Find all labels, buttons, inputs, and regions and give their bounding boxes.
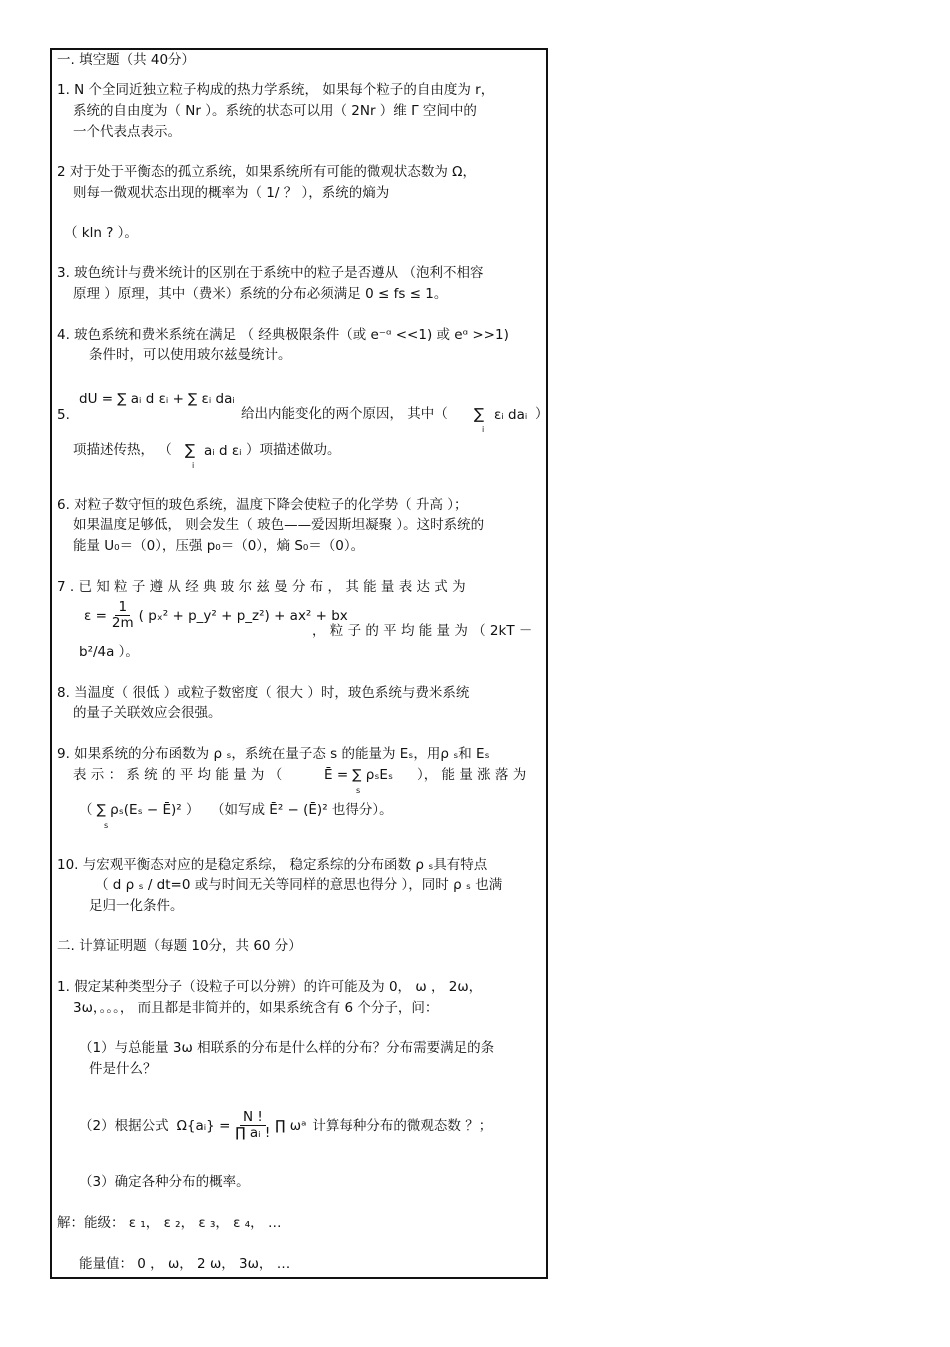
- p1-sub2-frac-den: ∏ aᵢ !: [235, 1125, 271, 1141]
- q6-line2: 如果温度足够低， 则会发生（ 玻色——爱因斯坦凝聚 ）。这时系统的: [73, 517, 485, 533]
- p1-sub2-lhs: Ω{aᵢ} =: [176, 1117, 231, 1134]
- q5-sum-sign: ∑: [474, 405, 485, 423]
- q7-frac-den: 2m: [111, 615, 134, 631]
- q1-line1: 1. N 个全同近独立粒子构成的热力学系统， 如果每个粒子的自由度为 r，: [57, 82, 495, 98]
- q7-formula-rest: ( pₓ² + p_y² + p_z²) + ax² + bx: [138, 607, 348, 624]
- q7-frac-num: 1: [115, 600, 130, 616]
- q9-line2-b: ）， 能 量 涨 落 为: [417, 767, 527, 783]
- q7-line3: b²/4a ）。: [79, 644, 139, 660]
- q8-line1: 8. 当温度（ 很低 ）或粒子数密度（ 很大 ）时，玻色系统与费米系统: [57, 685, 470, 701]
- q4-line2: 条件时，可以使用玻尔兹曼统计。: [89, 347, 292, 363]
- q1-line2: 系统的自由度为（ Nr ）。系统的状态可以用（ 2Nr ）维 Γ 空间中的: [73, 103, 477, 119]
- q9-line1: 9. 如果系统的分布函数为 ρ ₛ，系统在量子态 s 的能量为 Eₛ，用ρ ₛ和 Eₛ: [57, 746, 490, 762]
- q5-line3-a: 项描述传热， （: [73, 442, 172, 458]
- p1-sub2-text-a: （2）根据公式: [79, 1117, 169, 1134]
- q5-close: ）: [535, 406, 549, 422]
- p1-sub2-fraction: [232, 1110, 273, 1141]
- q3-line1: 3. 玻色统计与费米统计的区别在于系统中的粒子是否遵从 （泡利不相容: [57, 265, 484, 281]
- q2-line1: 2 对于处于平衡态的孤立系统，如果系统所有可能的微观状态数为 Ω，: [57, 164, 476, 180]
- q7-fraction: [109, 600, 137, 631]
- q7-energy-formula: [84, 600, 348, 631]
- q6-line1: 6. 对粒子数守恒的玻色系统，温度下降会使粒子的化学势（ 升高 ）；: [57, 497, 468, 513]
- p1-line1: 1. 假定某种类型分子（设粒子可以分辨）的许可能及为 0， ω ， 2ω，: [57, 979, 483, 995]
- q2-line2: 则每一微观状态出现的概率为（ 1/ ？ ），系统的熵为: [73, 185, 390, 201]
- p1-line2: 3ω，。。。， 而且都是非简并的，如果系统含有 6 个分子，问：: [73, 1000, 439, 1016]
- q5-sum-index: i: [482, 425, 485, 434]
- q3-line2: 原理 ）原理，其中（费米）系统的分布必须满足 0 ≤ fs ≤ 1。: [73, 286, 448, 302]
- q9-line3-b: （如写成 Ē² − (Ē)² 也得分）。: [211, 802, 393, 818]
- p1-sub1-line2: 件是什么？: [89, 1061, 157, 1077]
- q1-line3: 一个代表点表示。: [73, 124, 181, 140]
- q4-line1: 4. 玻色系统和费米系统在满足 （ 经典极限条件（或 e⁻ᵅ <<1) 或 eᵅ >>1): [57, 327, 509, 343]
- q10-line1: 10. 与宏观平衡态对应的是稳定系综， 稳定系综的分布函数 ρ ₛ具有特点: [57, 857, 488, 873]
- q5-line3-b: ）项描述做功。: [246, 442, 341, 458]
- q9-sum-index: s: [356, 786, 361, 795]
- q5-formula: dU = ∑ aᵢ d εᵢ + ∑ εᵢ daᵢ: [79, 391, 235, 407]
- solution-line2: 能量值： 0 ， ω， 2 ω， 3ω， …: [79, 1256, 291, 1272]
- q5-sum-index-2: i: [192, 461, 195, 470]
- q9-line2-a: 表 示 ： 系 统 的 平 均 能 量 为 （: [73, 767, 283, 783]
- q5-term1: εᵢ daᵢ: [494, 407, 528, 423]
- q6-line3: 能量 U₀＝（0），压强 p₀＝（0），熵 S₀＝（0）。: [73, 538, 365, 554]
- q2-line3: （ kln ? ）。: [64, 225, 138, 241]
- p1-sub2-rhs: ∏ ωᵃ: [275, 1117, 307, 1134]
- q7-line1: 7 . 已 知 粒 子 遵 从 经 典 玻 尔 兹 曼 分 布 ， 其 能 量 表 达 式 为: [57, 579, 466, 595]
- q9-fluctuation-formula: （ ∑ ρₛ(Eₛ − Ē)² ）: [79, 802, 200, 818]
- q7-line2-b: ， 粒 子 的 平 均 能 量 为 （ 2kT －: [312, 623, 533, 639]
- q9-sum-index-2: s: [104, 821, 109, 830]
- q5-text: 给出内能变化的两个原因， 其中（: [241, 406, 448, 422]
- p1-sub2-frac-num: N !: [240, 1110, 266, 1126]
- section2-header: 二. 计算证明题（每题 10分，共 60 分）: [57, 938, 302, 954]
- p1-sub2-text-b: 计算每种分布的微观态数 ？；: [312, 1117, 493, 1134]
- p1-sub1-line1: （1）与总能量 3ω 相联系的分布是什么样的分布？分布需要满足的条: [79, 1040, 495, 1056]
- q5-number: 5.: [57, 407, 70, 423]
- q7-eps: ε =: [84, 607, 107, 624]
- q9-mean-energy-formula: Ē = ∑ ρₛEₛ: [324, 767, 393, 783]
- p1-sub3: （3）确定各种分布的概率。: [79, 1174, 250, 1190]
- q10-line2: （ d ρ ₛ / dt=0 或与时间无关等同样的意思也得分 ），同时 ρ ₛ 也满: [95, 877, 503, 893]
- p1-sub2: [79, 1110, 492, 1141]
- solution-line1: 解：能级： ε ₁， ε ₂， ε ₃， ε ₄， …: [57, 1215, 282, 1231]
- q5-sum-sign-2: ∑: [185, 441, 196, 459]
- q10-line3: 足归一化条件。: [89, 898, 184, 914]
- section1-header: 一. 填空题（共 40分）: [57, 52, 196, 68]
- q8-line2: 的量子关联效应会很强。: [73, 705, 222, 721]
- q5-term2: aᵢ d εᵢ: [204, 443, 242, 459]
